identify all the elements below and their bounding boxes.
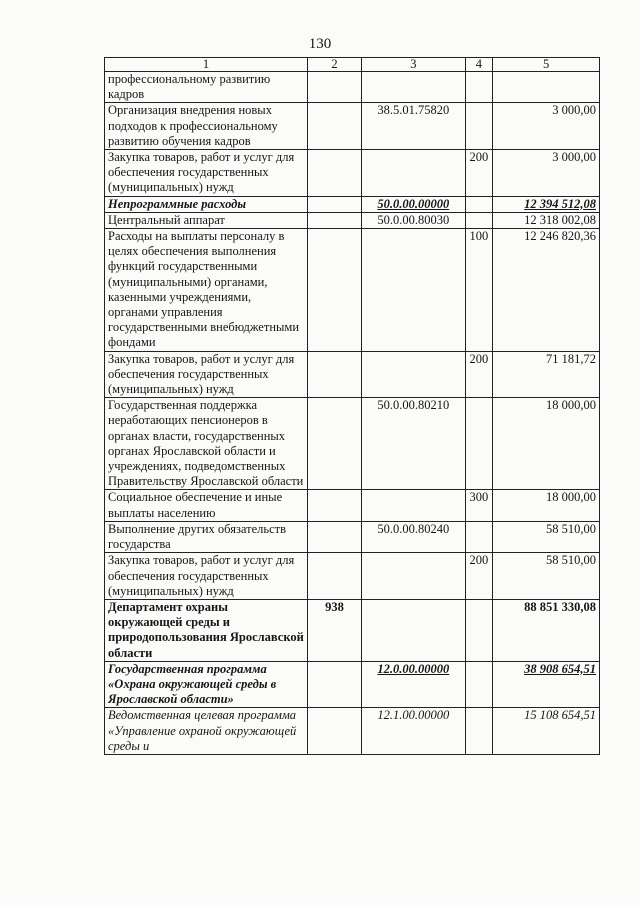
row-amount-cell: 3 000,00 bbox=[493, 150, 600, 197]
row-amount-cell: 38 908 654,51 bbox=[493, 661, 600, 708]
row-expense-type-cell bbox=[465, 103, 493, 150]
row-expense-type-cell bbox=[465, 398, 493, 490]
table-row bbox=[105, 103, 600, 150]
row-amount-cell: 12 394 512,08 bbox=[493, 196, 600, 212]
row-name-cell: Закупка товаров, работ и услуг для обеспечения государственных (муниципальных) нужд bbox=[105, 351, 308, 398]
row-target-article-cell: 12.1.00.00000 bbox=[362, 708, 466, 755]
row-name-cell: Закупка товаров, работ и услуг для обеспечения государственных (муниципальных) нужд bbox=[105, 150, 308, 197]
row-amount-cell: 58 510,00 bbox=[493, 521, 600, 552]
table-row bbox=[105, 661, 600, 708]
row-name-cell: Закупка товаров, работ и услуг для обеспечения государственных (муниципальных) нужд bbox=[105, 553, 308, 600]
row-expense-type-cell: 200 bbox=[465, 553, 493, 600]
table-row bbox=[105, 196, 600, 212]
row-amount-cell: 12 246 820,36 bbox=[493, 229, 600, 352]
row-target-article-cell bbox=[362, 229, 466, 352]
row-dept-code-cell bbox=[308, 229, 362, 352]
row-target-article-cell: 12.0.00.00000 bbox=[362, 661, 466, 708]
table-row bbox=[105, 490, 600, 521]
row-target-article-cell bbox=[362, 553, 466, 600]
row-target-article-cell bbox=[362, 599, 466, 661]
row-name-cell: Расходы на выплаты персоналу в целях обеспечения выполнения функций государственными (муниципальными) органами, казенными учреждениями, органами управления государственными внебюджетными фондами bbox=[105, 229, 308, 352]
row-amount-cell bbox=[493, 72, 600, 103]
table-row bbox=[105, 72, 600, 103]
header-col-3: 3 bbox=[362, 58, 466, 72]
row-target-article-cell: 50.0.00.00000 bbox=[362, 196, 466, 212]
row-dept-code-cell bbox=[308, 351, 362, 398]
row-amount-cell: 58 510,00 bbox=[493, 553, 600, 600]
row-name-cell: Организация внедрения новых подходов к профессиональному развитию обучения кадров bbox=[105, 103, 308, 150]
table-row bbox=[105, 229, 600, 352]
row-name-cell: Непрограммные расходы bbox=[105, 196, 308, 212]
row-amount-cell: 71 181,72 bbox=[493, 351, 600, 398]
row-name-cell: Социальное обеспечение и иные выплаты населению bbox=[105, 490, 308, 521]
row-expense-type-cell bbox=[465, 72, 493, 103]
table-row bbox=[105, 553, 600, 600]
table-row bbox=[105, 351, 600, 398]
row-target-article-cell bbox=[362, 490, 466, 521]
row-name-cell: Государственная поддержка неработающих пенсионеров в органах власти, государственных органах Ярославской области и учреждениях, подведомственных Правительству Ярославской области bbox=[105, 398, 308, 490]
header-col-4: 4 bbox=[465, 58, 493, 72]
row-name-cell: Департамент охраны окружающей среды и природопользования Ярославской области bbox=[105, 599, 308, 661]
row-expense-type-cell: 100 bbox=[465, 229, 493, 352]
row-amount-cell: 15 108 654,51 bbox=[493, 708, 600, 755]
budget-table bbox=[104, 57, 600, 755]
row-name-cell: Государственная программа «Охрана окружающей среды в Ярославской области» bbox=[105, 661, 308, 708]
row-amount-cell: 3 000,00 bbox=[493, 103, 600, 150]
row-amount-cell: 12 318 002,08 bbox=[493, 212, 600, 228]
row-target-article-cell: 50.0.00.80210 bbox=[362, 398, 466, 490]
page-number: 130 bbox=[308, 36, 332, 52]
row-dept-code-cell bbox=[308, 196, 362, 212]
row-dept-code-cell bbox=[308, 150, 362, 197]
row-dept-code-cell: 938 bbox=[308, 599, 362, 661]
table-row bbox=[105, 521, 600, 552]
row-expense-type-cell: 200 bbox=[465, 150, 493, 197]
row-target-article-cell bbox=[362, 150, 466, 197]
row-expense-type-cell bbox=[465, 708, 493, 755]
row-expense-type-cell bbox=[465, 521, 493, 552]
header-col-5: 5 bbox=[493, 58, 600, 72]
row-expense-type-cell bbox=[465, 196, 493, 212]
row-name-cell: Ведомственная целевая программа «Управление охраной окружающей среды и bbox=[105, 708, 308, 755]
row-target-article-cell: 50.0.00.80240 bbox=[362, 521, 466, 552]
table-row bbox=[105, 398, 600, 490]
row-dept-code-cell bbox=[308, 708, 362, 755]
row-target-article-cell bbox=[362, 351, 466, 398]
row-target-article-cell: 38.5.01.75820 bbox=[362, 103, 466, 150]
row-dept-code-cell bbox=[308, 72, 362, 103]
row-dept-code-cell bbox=[308, 553, 362, 600]
table-row bbox=[105, 599, 600, 661]
row-name-cell: Центральный аппарат bbox=[105, 212, 308, 228]
row-target-article-cell: 50.0.00.80030 bbox=[362, 212, 466, 228]
table-row bbox=[105, 212, 600, 228]
row-expense-type-cell: 200 bbox=[465, 351, 493, 398]
row-expense-type-cell bbox=[465, 599, 493, 661]
row-dept-code-cell bbox=[308, 398, 362, 490]
table-header-row bbox=[105, 58, 600, 72]
row-expense-type-cell bbox=[465, 212, 493, 228]
header-col-1: 1 bbox=[105, 58, 308, 72]
row-amount-cell: 18 000,00 bbox=[493, 398, 600, 490]
row-dept-code-cell bbox=[308, 521, 362, 552]
row-name-cell: профессиональному развитию кадров bbox=[105, 72, 308, 103]
row-amount-cell: 18 000,00 bbox=[493, 490, 600, 521]
row-dept-code-cell bbox=[308, 212, 362, 228]
row-expense-type-cell bbox=[465, 661, 493, 708]
row-name-cell: Выполнение других обязательств государства bbox=[105, 521, 308, 552]
header-col-2: 2 bbox=[308, 58, 362, 72]
row-target-article-cell bbox=[362, 72, 466, 103]
row-dept-code-cell bbox=[308, 103, 362, 150]
row-amount-cell: 88 851 330,08 bbox=[493, 599, 600, 661]
row-dept-code-cell bbox=[308, 661, 362, 708]
table-body bbox=[105, 72, 600, 755]
row-dept-code-cell bbox=[308, 490, 362, 521]
table-row bbox=[105, 150, 600, 197]
table-row bbox=[105, 708, 600, 755]
row-expense-type-cell: 300 bbox=[465, 490, 493, 521]
